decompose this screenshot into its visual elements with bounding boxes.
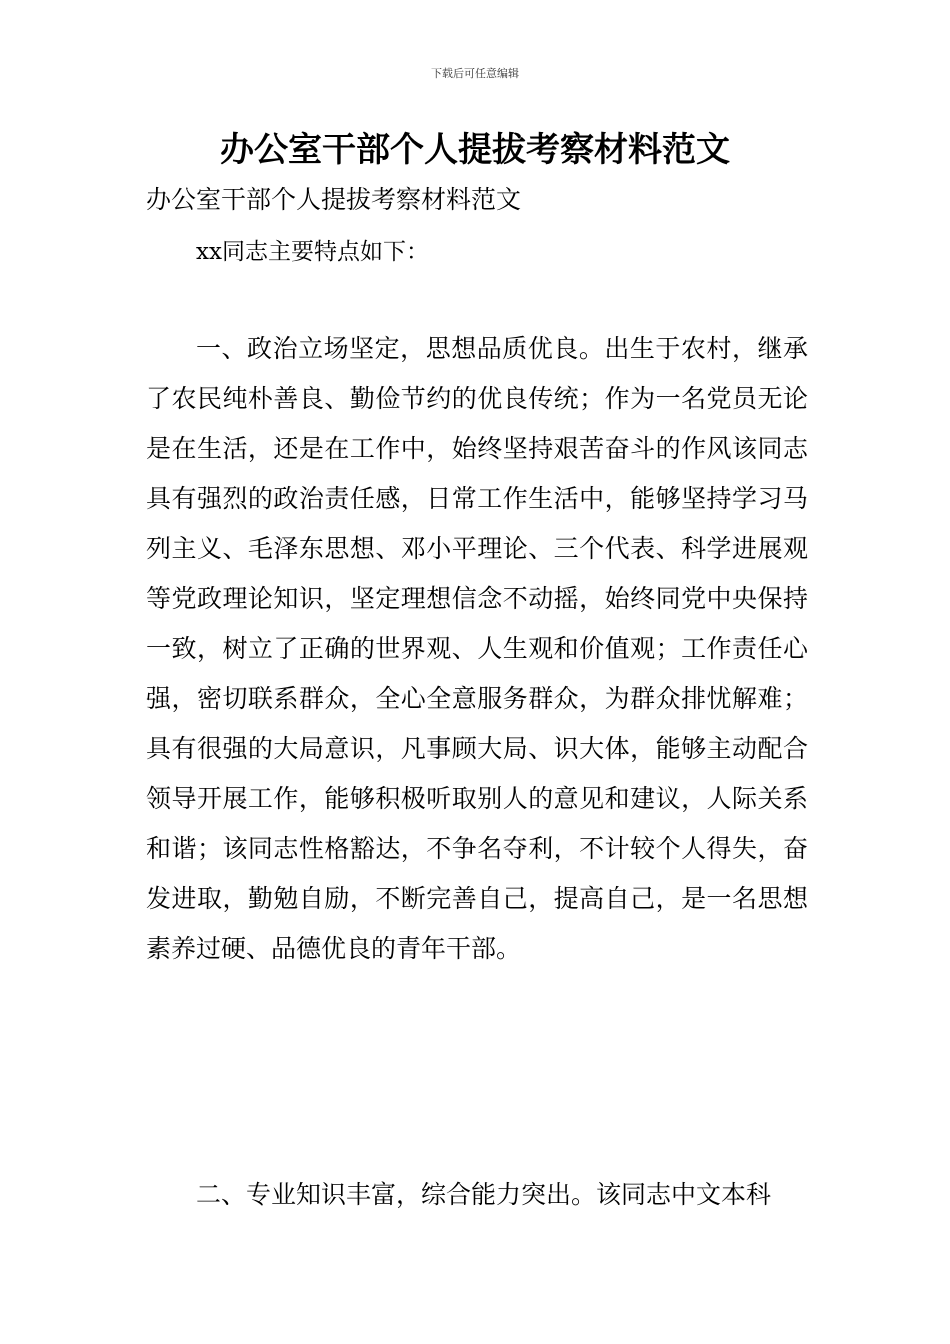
header-note: 下载后可任意编辑 (431, 67, 519, 80)
section-paragraph-1: 一、政治立场坚定，思想品质优良。出生于农村，继承了农民纯朴善良、勤俭节约的优良传统；作为一名党员无论是在生活，还是在工作中，始终坚持艰苦奋斗的作风该同志具有强烈的政治责任感，日常工作生活中，能够坚持学习马列主义、毛泽东思想、邓小平理论、三个代表、科学进展观等党政理论知识，坚定理想信念不动摇，始终同党中央保持一致，树立了正确的世界观、人生观和价值观；工作责任心强，密切联系群众，全心全意服务群众，为群众排忧解难；具有很强的大局意识，凡事顾大局、识大体，能够主动配合领导开展工作，能够积极听取别人的意见和建议，人际关系和谐；该同志性格豁达，不争名夺利，不计较个人得失，奋发进取，勤勉自励，不断完善自己，提高自己，是一名思想素养过硬、品德优良的青年干部。 (146, 334, 808, 963)
document-subtitle: 办公室干部个人提拔考察材料范文 (146, 185, 522, 214)
intro-line: xx同志主要特点如下： (196, 239, 429, 265)
section-paragraph-2: 二、专业知识丰富，综合能力突出。该同志中文本科 (196, 1180, 772, 1209)
document-title: 办公室干部个人提拔考察材料范文 (220, 130, 730, 170)
